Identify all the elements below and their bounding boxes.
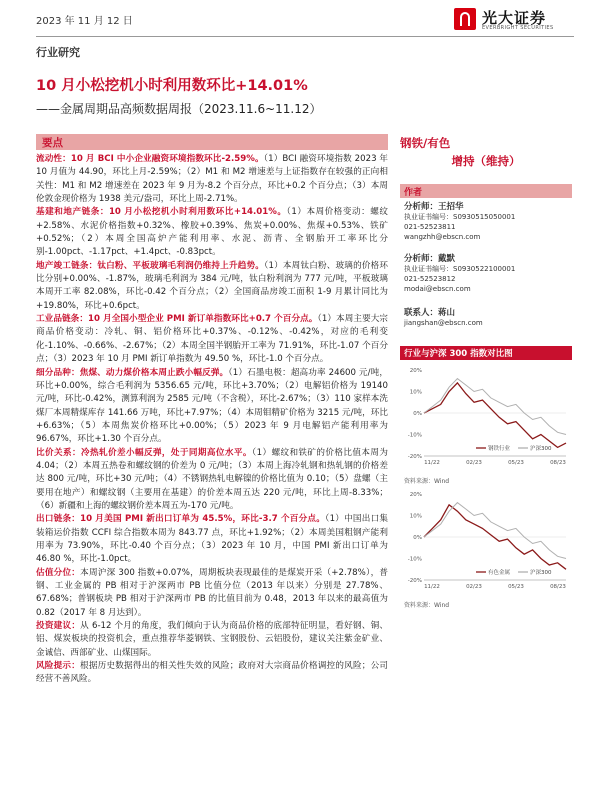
analyst-email[interactable]: wangzhh@ebscn.com (404, 233, 481, 241)
y-tick-label: 0% (413, 535, 422, 541)
summary-paragraph (36, 620, 388, 660)
x-tick-label: 02/23 (466, 460, 482, 466)
chart-steel (400, 364, 572, 474)
paragraph-body: 根据历史数据得出的相关性失效的风险；政府对大宗商品价格调控的风险；公司经营不善风险。 (36, 661, 388, 685)
legend-label: 钢铁行业 (488, 446, 511, 452)
contact-email[interactable]: jiangshan@ebscn.com (404, 319, 483, 327)
logo-subtext: EVERBRIGHT SECURITIES (482, 25, 554, 31)
analyst-cert: 执业证书编号：S0930515050001 (404, 213, 516, 221)
analyst-card (404, 254, 515, 294)
paragraph-heading: 投资建议： (36, 621, 81, 632)
report-title: 10 月小松挖机小时利用数环比+14.01% (36, 78, 308, 94)
x-tick-label: 11/22 (424, 460, 440, 466)
summary-body (36, 153, 388, 687)
y-tick-label: -20% (407, 454, 422, 460)
paragraph-body: （1）中国出口集装箱运价指数 CCFI 综合指数本周为 843.77 点，环比+1.92%；（2）本周美国粗钢产能利用率为 73.90%，环比-0.40 个百分点；（3）2023 年 10 月，中国 PMI 新出口订单为 46.80 %，环比-1.0pct。 (36, 514, 388, 565)
analyst-email[interactable]: modai@ebscn.com (404, 285, 471, 293)
x-tick-label: 02/23 (466, 584, 482, 590)
chart-title: 行业与沪深 300 指数对比图 (404, 349, 513, 359)
y-tick-label: -20% (407, 578, 422, 584)
report-date: 2023 年 11 月 12 日 (36, 16, 133, 27)
x-tick-label: 08/23 (550, 584, 566, 590)
chart-steel-svg (400, 364, 572, 474)
rating-block (400, 135, 572, 169)
summary-paragraph (36, 260, 388, 313)
x-tick-label: 11/22 (424, 584, 440, 590)
chart-metals-svg (400, 488, 572, 598)
paragraph-heading: 细分品种：焦煤、动力煤价格本周止跌小幅反弹。 (36, 367, 229, 378)
summary-paragraph (36, 206, 388, 259)
section-label: 行业研究 (36, 46, 80, 59)
paragraph-heading: 基建和地产链条：10 月小松挖机小时利用数环比+14.01%。 (36, 207, 287, 218)
series-line (424, 379, 566, 435)
y-tick-label: 20% (409, 492, 422, 498)
summary-paragraph (36, 513, 388, 566)
paragraph-heading: 风险提示： (36, 661, 81, 672)
summary-paragraph (36, 367, 388, 447)
analyst-name: 分析师：王招华 (404, 202, 464, 212)
y-tick-label: 20% (409, 368, 422, 374)
y-tick-label: 10% (409, 513, 422, 520)
analyst-phone: 021-52523812 (404, 275, 456, 283)
logo-mark-icon (454, 8, 476, 30)
paragraph-heading: 流动性：10 月 BCI 中小企业融资环境指数环比-2.59%。 (36, 154, 264, 164)
chart-source: 资料来源：Wind (404, 478, 450, 485)
y-tick-label: -10% (407, 556, 422, 563)
summary-paragraph (36, 313, 388, 366)
y-tick-label: 0% (413, 411, 422, 417)
paragraph-body: （1）本周价格变动：螺纹+2.58%、水泥价格指数+0.32%、橡胶+0.39%、焦炭+0.00%、焦煤+0.53%、铁矿+0.52%；（2）本周全国高炉产能利用率、水泥、沥青、全钢胎开工率环比分别-1.00pct、-1.17pct、+1.4pct、-0.83pct。 (36, 207, 388, 258)
x-tick-label: 08/23 (550, 460, 566, 466)
key-points-label: 要点 (42, 137, 63, 149)
paragraph-heading: 出口链条：10 月美国 PMI 新出口订单为 45.5%，环比-3.7 个百分点。 (36, 514, 326, 525)
authors-header (400, 184, 572, 198)
summary-paragraph (36, 660, 388, 687)
paragraph-body: （1）螺纹和铁矿的价格比值本周为 4.04；（2）本周五热卷和螺纹钢的价差为 0 元/吨；（3）本周上海冷轧钢和热轧钢的价格差达 800 元/吨，环比+30 元/吨；（4）不锈钢热轧电解镍的价格比值为 0.10；（5）盘螺（主要用在地产）和螺纹钢（主要用在基建）的价差本周五达 220 元/吨，环比上周-8.33%；（6）新疆和上海的螺纹钢价差本周五为-170 元/吨。 (36, 447, 388, 511)
paragraph-body: （1）BCI 融资环境指数 2023 年 10 月值为 44.90，环比上月-2.59%；（2）M1 和 M2 增速差与上证指数存在较强的正向相关性：M1 和 M2 增速差在 2023 年 9 月为-8.2 个百分点，环比+0.2 个百分点；（3）本周伦敦金现价格为 1938 美元/盎司，环比上周-2.71%。 (36, 154, 388, 205)
sector-name: 钢铁/有色 (400, 136, 451, 150)
rating-value: 增持（维持） (451, 154, 521, 168)
y-tick-label: 10% (409, 389, 422, 396)
x-tick-label: 05/23 (508, 584, 524, 590)
header-divider (36, 36, 574, 37)
analyst-phone: 021-52523811 (404, 223, 456, 231)
legend-label: 有色金属 (488, 570, 511, 576)
chart-title-bar (400, 346, 572, 360)
chart-source: 资料来源：Wind (404, 602, 450, 609)
legend-label: 沪深300 (530, 446, 552, 452)
analyst-card (404, 202, 515, 242)
paragraph-body: 本周沪深 300 指数+0.07%，周期板块表现最佳的是煤炭开采（+2.78%），普钢、工业金属的 PB 相对于沪深两市 PB 比值分位（2013 年以来）分别是 27.78%、67.68%；普钢板块 PB 相对于沪深两市 PB 的比值目前为 0.48，2013 年以来的最高值为 0.82（2017 年 8 月达到）。 (36, 567, 388, 618)
authors-label: 作者 (404, 188, 423, 198)
paragraph-heading: 工业品链条：10 月全国小型企业 PMI 新订单指数环比+0.7 个百分点。 (36, 314, 318, 325)
contact-card (404, 308, 483, 328)
key-points-header (36, 134, 388, 150)
legend-label: 沪深300 (530, 570, 552, 576)
summary-paragraph (36, 153, 388, 206)
analyst-name: 分析师：戴默 (404, 254, 456, 264)
summary-paragraph (36, 567, 388, 620)
paragraph-body: （1）本周主要大宗商品价格变动：冷轧、铜、铝价格环比+0.37%、-0.12%、-0.42%，对应的毛利变化-1.10%、-0.66%、-2.67%；（2）本周全国半钢胎开工率为 71.91%，环比-1.07 个百分点；（3）2023 年 10 月 PMI 新订单指数为 49.50 %，环比-1.0 个百分点。 (36, 314, 388, 365)
logo-text: 光大证券 (482, 9, 547, 27)
summary-paragraph (36, 447, 388, 514)
paragraph-heading: 估值分位： (36, 567, 81, 578)
analyst-cert: 执业证书编号：S0930522100001 (404, 265, 516, 273)
brand-logo (454, 8, 574, 34)
paragraph-heading: 比价关系：冷热轧价差小幅反弹，处于同期高位水平。 (36, 447, 252, 458)
paragraph-body: （1）石墨电极：超高功率 24600 元/吨，环比+0.00%，综合毛利润为 5356.65 元/吨，环比+3.70%；（2）电解铝价格为 19140 元/吨，环比-0.42%，测算利润为 2585 元/吨（不含税），环比-2.67%；（3）110 家样本洗煤厂本周精煤库存 141.66 万吨，环比+7.97%；（4）本周钼精矿价格为 3215 元/吨，环比+6.63%；（5）本周焦炭价格环比+0.00%；（5）2023 年 9 月电解铝产能利用率为 96.67%，环比+1.30 个百分点。 (36, 367, 388, 445)
x-tick-label: 05/23 (508, 460, 524, 466)
paragraph-body: 从 6-12 个月的角度，我们倾向于认为商品价格的底部特征明显，看好钢、铜、铝、煤炭板块的投资机会，重点推荐华菱钢铁、宝钢股份、云铝股份，建议关注紫金矿业、金诚信、西部矿业、山煤国际。 (36, 621, 388, 658)
chart-metals (400, 488, 572, 598)
paragraph-heading: 地产竣工链条：钛白粉、平板玻璃毛利润仍维持上升趋势。 (36, 260, 265, 271)
contact-name: 联系人：蒋山 (404, 308, 456, 318)
y-tick-label: -10% (407, 432, 422, 439)
paragraph-body: （1）本周钛白粉、玻璃的价格环比分别+0.00%、-1.87%，玻璃毛利润为 384 元/吨，钛白粉利润为 777 元/吨，平板玻璃本周开工率 82.08%，环比-0.42 个百分点；（2）全国商品房竣工面积 1-9 月累计同比为+19.80%，环比+0.6pct。 (36, 260, 388, 311)
report-subtitle: ——金属周期品高频数据周报（2023.11.6~11.12） (36, 102, 322, 116)
